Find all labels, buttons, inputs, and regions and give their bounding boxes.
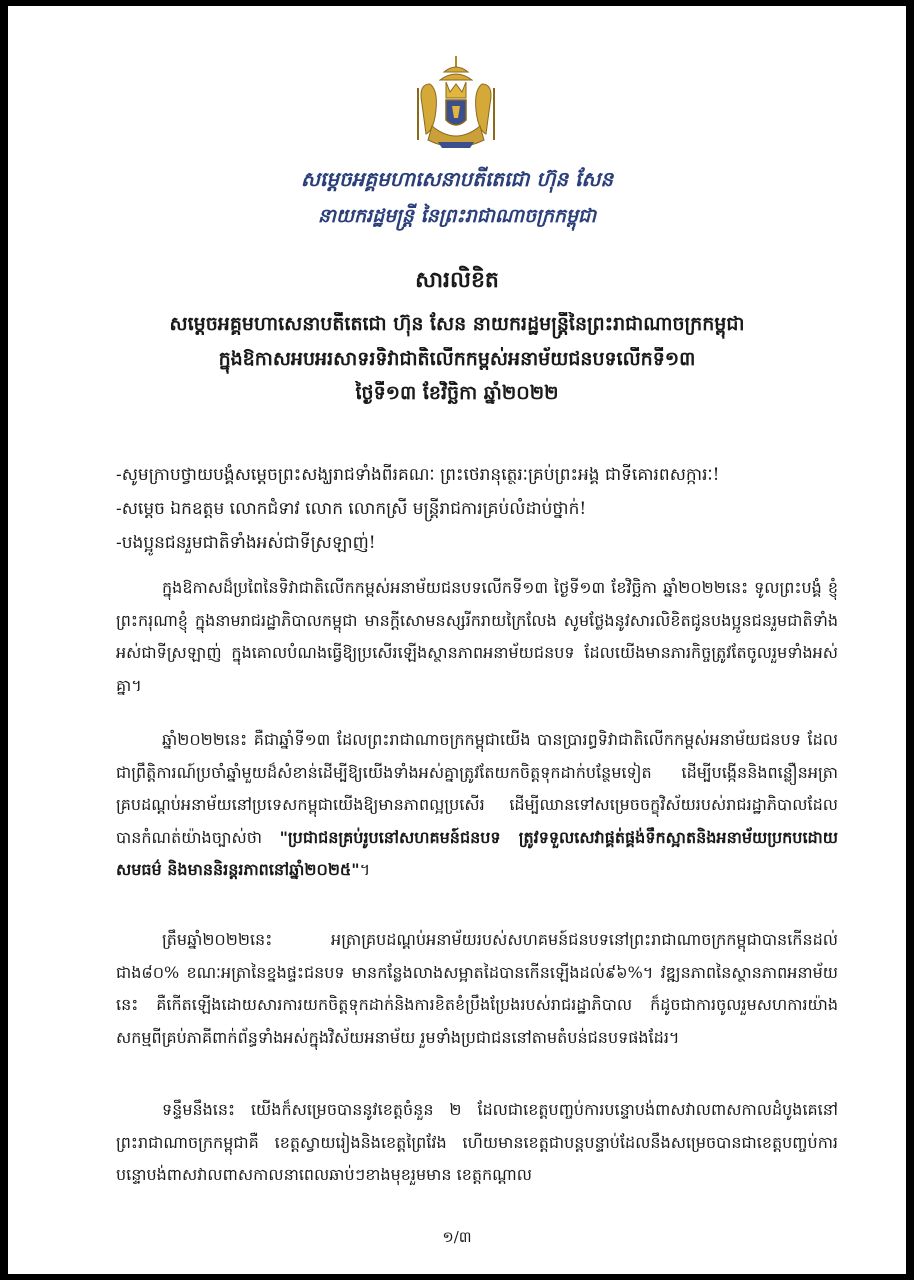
paragraph-2-vision-quote: "ប្រជាជនគ្រប់រូបនៅសហគមន៍ជនបទ ត្រូវទទួលសេវាផ្គត់ផ្គង់ទឹកស្អាតនិងអនាម័យប្រកបដោយសមធម៌ និងមាននិរន្តរភាពនៅឆ្នាំ២០២៥" bbox=[116, 827, 838, 879]
paragraph-2-text: ឆ្នាំ២០២២នេះ គឺជាឆ្នាំទី១៣ ដែលព្រះរាជាណាចក្រកម្ពុជាយើង បានប្រារព្ធទិវាជាតិលើកកម្ពស់អនាម័យជនបទ ដែលជាព្រឹត្តិការណ៍ប្រចាំឆ្នាំមួយដ៏សំខាន់ដើម្បីឱ្យយើងទាំងអស់គ្នាត្រូវតែយកចិត្តទុកដាក់បន្ថែមទៀត ដើម្បីបង្កើននិងពន្លឿនអត្រាគ្របដណ្ដប់អនាម័យនៅប្រទេសកម្ពុជាយើងឱ្យមានភាពល្អប្រសើរ ដើម្បីឈានទៅសម្រេចចក្ខុវិស័យរបស់រាជរដ្ឋាភិបាលដែលបានកំណត់យ៉ាងច្បាស់ថា bbox=[116, 730, 838, 847]
paragraph-2 bbox=[116, 724, 838, 920]
salutation-2: -សម្ដេច ឯកឧត្ដម លោកជំទាវ លោក លោកស្រី មន្ត្រីរាជការគ្រប់លំដាប់ថ្នាក់! bbox=[116, 499, 587, 519]
letterhead-position: នាយករដ្ឋមន្ត្រី នៃព្រះរាជាណាចក្រកម្ពុជា bbox=[317, 205, 597, 227]
paragraph-2-end: ។ bbox=[359, 860, 371, 879]
page-number: ១/៣ bbox=[442, 1228, 472, 1246]
document-title: សារលិខិត bbox=[415, 267, 499, 293]
salutation-1: -សូមក្រាបថ្វាយបង្គំសម្ដេចព្រះសង្ឃរាជទាំងពីរគណៈ ព្រះថេរានុត្ថេរៈគ្រប់ព្រះអង្គ ជាទីគោរពសក្ការៈ! bbox=[116, 465, 720, 485]
royal-coat-of-arms-icon bbox=[408, 54, 504, 154]
subtitle-line-3: ថ្ងៃទី១៣ ខែវិច្ឆិកា ឆ្នាំ២០២២ bbox=[355, 382, 559, 404]
letterhead-name: សម្ដេចអគ្គមហាសេនាបតីតេជោ ហ៊ុន សែន bbox=[300, 167, 614, 191]
subtitle-line-2: ក្នុងឱកាសអបអរសាទរទិវាជាតិលើកកម្ពស់អនាម័យជនបទលើកទី១៣ bbox=[218, 348, 696, 370]
document-page bbox=[8, 6, 906, 1274]
paragraph-4: ទន្ទឹមនឹងនេះ យើងក៏សម្រេចបាននូវខេត្តចំនួន ២ ដែលជាខេត្តបញ្ចប់ការបន្ទោបង់ពាសវាលពាសកាលដំបូងគេនៅព្រះរាជាណាចក្រកម្ពុជាគឺ ខេត្តស្វាយរៀងនិងខេត្តព្រៃវែង ហើយមានខេត្តជាបន្តបន្ទាប់ដែលនឹងសម្រេចបានជាខេត្តបញ្ចប់ការបន្ទោបង់ពាសវាលពាសកាលនាពេលឆាប់ៗខាងមុខរួមមាន ខេត្តកណ្ដាល bbox=[116, 1100, 838, 1184]
paragraph-1: ក្នុងឱកាសដ៏ប្រពៃនៃទិវាជាតិលើកកម្ពស់អនាម័យជនបទលើកទី១៣ ថ្ងៃទី១៣ ខែវិច្ឆិកា ឆ្នាំ២០២២នេះ ទូលព្រះបង្គំ ខ្ញុំព្រះករុណាខ្ញុំ ក្នុងនាមរាជរដ្ឋាភិបាលកម្ពុជា មានក្ដីសោមនស្សរីករាយក្រៃលែង សូមថ្លែងនូវសារលិខិតជូនបងប្អូនជនរួមជាតិទាំងអស់ជាទីស្រឡាញ់ ក្នុងគោលបំណងធ្វើឱ្យប្រសើរឡើងស្ថានភាពអនាម័យជនបទ ដែលយើងមានភារកិច្ចត្រូវតែចូលរួមទាំងអស់គ្នា។ bbox=[116, 578, 838, 695]
salutation-3: -បងប្អូនជនរួមជាតិទាំងអស់ជាទីស្រឡាញ់! bbox=[116, 533, 376, 553]
subtitle-line-1: សម្ដេចអគ្គមហាសេនាបតីតេជោ ហ៊ុន សែន នាយករដ្ឋមន្ត្រីនៃព្រះរាជាណាចក្រកម្ពុជា bbox=[169, 313, 745, 335]
paragraph-3: ត្រឹមឆ្នាំ២០២២នេះ អត្រាគ្របដណ្ដប់អនាម័យរបស់សហគមន៍ជនបទនៅព្រះរាជាណាចក្រកម្ពុជាបានកើនដល់ជាង៨០% ខណៈអត្រានៃខ្នងផ្ទះជនបទ មានកន្លែងលាងសម្អាតដៃបានកើនឡើងដល់៩៦%។ វឌ្ឍនភាពនៃស្ថានភាពអនាម័យនេះ គឺកើតឡើងដោយសារការយកចិត្តទុកដាក់និងការខិតខំប្រឹងប្រែងរបស់រាជរដ្ឋាភិបាល ក៏ដូចជាការចូលរួមសហការយ៉ាងសកម្មពីគ្រប់ភាគីពាក់ព័ន្ធទាំងអស់ក្នុងវិស័យអនាម័យ រួមទាំងប្រជាជននៅតាមតំបន់ជនបទផងដែរ។ bbox=[116, 930, 838, 1047]
